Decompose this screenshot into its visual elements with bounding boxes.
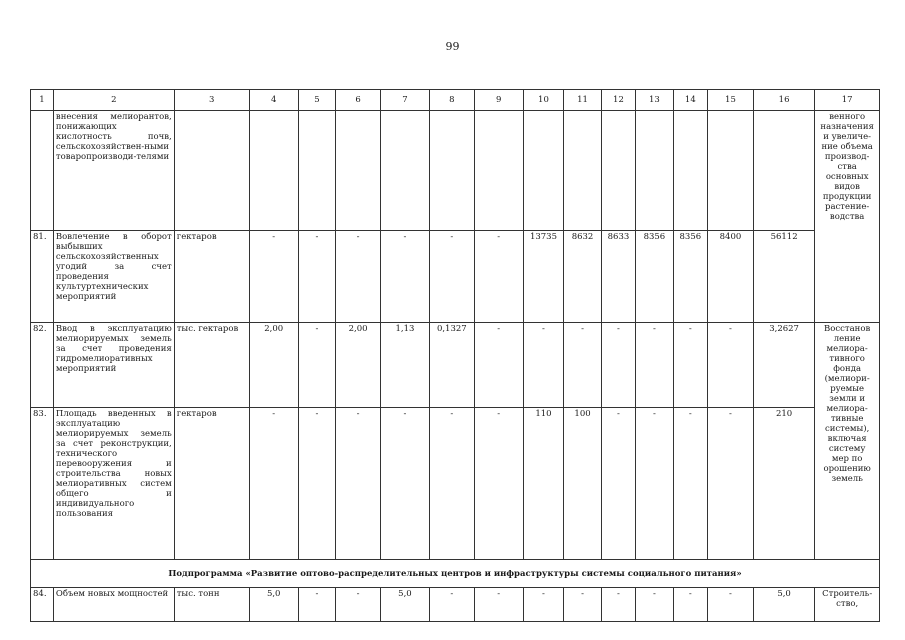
indicator-name-cell: Объем новых мощностей	[53, 588, 174, 622]
value-cell: 8356	[673, 231, 707, 323]
value-cell: 1,13	[380, 323, 429, 408]
column-number-header: 16	[753, 90, 814, 111]
column-number-header: 2	[53, 90, 174, 111]
value-cell: -	[429, 231, 474, 323]
value-cell: -	[636, 588, 674, 622]
value-cell: -	[474, 408, 523, 560]
table-row-83	[31, 408, 880, 560]
value-cell	[298, 111, 336, 231]
row-number-cell: 81.	[31, 231, 54, 323]
expected-result-cell: венного назначения и увеличе- ние объема производ- ства основных видов продукции растение- водства	[815, 111, 880, 323]
value-cell: -	[380, 231, 429, 323]
value-cell: -	[249, 408, 298, 560]
value-cell: -	[601, 588, 635, 622]
value-cell: 5,0	[380, 588, 429, 622]
column-number-header: 14	[673, 90, 707, 111]
value-cell: 110	[523, 408, 564, 560]
value-cell: -	[708, 408, 754, 560]
expected-result-cell: Строитель- ство,	[815, 588, 880, 622]
unit-cell: тыс. гектаров	[174, 323, 249, 408]
value-cell: -	[474, 231, 523, 323]
value-cell: -	[673, 323, 707, 408]
column-number-header: 9	[474, 90, 523, 111]
value-cell: -	[474, 588, 523, 622]
value-cell: -	[601, 323, 635, 408]
column-number-header: 7	[380, 90, 429, 111]
value-cell: 100	[564, 408, 602, 560]
column-number-header: 12	[601, 90, 635, 111]
value-cell: 8633	[601, 231, 635, 323]
column-number-header: 17	[815, 90, 880, 111]
column-number-header: 5	[298, 90, 336, 111]
column-number-header: 6	[336, 90, 381, 111]
value-cell	[673, 111, 707, 231]
value-cell	[380, 111, 429, 231]
value-cell: -	[564, 323, 602, 408]
value-cell	[564, 111, 602, 231]
value-cell	[523, 111, 564, 231]
value-cell: -	[673, 588, 707, 622]
table-row	[31, 111, 880, 231]
value-cell: -	[523, 323, 564, 408]
value-cell: 2,00	[336, 323, 381, 408]
table-row-82	[31, 323, 880, 408]
value-cell: 8632	[564, 231, 602, 323]
unit-cell: тыс. тонн	[174, 588, 249, 622]
value-cell: -	[336, 588, 381, 622]
value-cell: -	[429, 588, 474, 622]
row-number-cell	[31, 111, 54, 231]
value-cell: 5,0	[249, 588, 298, 622]
value-cell	[636, 111, 674, 231]
value-cell	[753, 111, 814, 231]
value-cell: -	[708, 588, 754, 622]
column-number-header: 1	[31, 90, 54, 111]
value-cell: 8400	[708, 231, 754, 323]
column-number-header: 11	[564, 90, 602, 111]
row-number-cell: 83.	[31, 408, 54, 560]
column-number-header: 4	[249, 90, 298, 111]
value-cell: 5,0	[753, 588, 814, 622]
value-cell: -	[298, 323, 336, 408]
value-cell: -	[708, 323, 754, 408]
value-cell: -	[298, 408, 336, 560]
value-cell: 3,2627	[753, 323, 814, 408]
column-number-header: 15	[708, 90, 754, 111]
value-cell	[708, 111, 754, 231]
column-number-header: 13	[636, 90, 674, 111]
value-cell: 210	[753, 408, 814, 560]
column-number-header: 3	[174, 90, 249, 111]
column-number-header: 10	[523, 90, 564, 111]
value-cell: -	[523, 588, 564, 622]
unit-cell: гектаров	[174, 231, 249, 323]
value-cell: 0,1327	[429, 323, 474, 408]
value-cell: -	[380, 408, 429, 560]
value-cell: -	[336, 231, 381, 323]
indicator-name-cell: внесения мелиорантов, понижающих кислотность почв, сельскохозяйствен-ными товаропроизводи-телями	[53, 111, 174, 231]
value-cell: -	[249, 231, 298, 323]
expected-result-cell: Восстанов ление мелиора- тивного фонда (мелиори- руемые земли и мелиора- тивные системы), включая систему мер по орошению земель	[815, 323, 880, 560]
value-cell: -	[564, 588, 602, 622]
value-cell: -	[601, 408, 635, 560]
indicator-name-cell: Площадь введенных в эксплуатацию мелиорируемых земель за счет реконструкции, технического перевооружения и строительства новых мелиоративных систем общего и индивидуального пользования	[53, 408, 174, 560]
value-cell	[429, 111, 474, 231]
indicator-table	[30, 89, 880, 622]
value-cell: -	[429, 408, 474, 560]
indicator-name-cell: Вовлечение в оборот выбывших сельскохозяйственных угодий за счет проведения культуртехнических мероприятий	[53, 231, 174, 323]
value-cell	[474, 111, 523, 231]
value-cell: -	[474, 323, 523, 408]
value-cell: -	[336, 408, 381, 560]
value-cell: 13735	[523, 231, 564, 323]
value-cell: 2,00	[249, 323, 298, 408]
value-cell	[249, 111, 298, 231]
value-cell: -	[636, 323, 674, 408]
unit-cell	[174, 111, 249, 231]
value-cell: -	[298, 231, 336, 323]
value-cell: 56112	[753, 231, 814, 323]
value-cell: 8356	[636, 231, 674, 323]
value-cell: -	[298, 588, 336, 622]
subprogram-title: Подпрограмма «Развитие оптово-распределительных центров и инфраструктуры системы социального питания»	[31, 560, 880, 588]
value-cell: -	[673, 408, 707, 560]
page-number: 99	[445, 40, 460, 53]
value-cell: -	[636, 408, 674, 560]
table-row-84	[31, 588, 880, 622]
subprogram-row	[31, 560, 880, 588]
value-cell	[336, 111, 381, 231]
row-number-cell: 84.	[31, 588, 54, 622]
row-number-cell: 82.	[31, 323, 54, 408]
unit-cell: гектаров	[174, 408, 249, 560]
column-number-header: 8	[429, 90, 474, 111]
indicator-name-cell: Ввод в эксплуатацию мелиорируемых земель за счет проведения гидромелиоративных мероприятий	[53, 323, 174, 408]
table-row-81	[31, 231, 880, 323]
header-row	[31, 90, 880, 111]
value-cell	[601, 111, 635, 231]
